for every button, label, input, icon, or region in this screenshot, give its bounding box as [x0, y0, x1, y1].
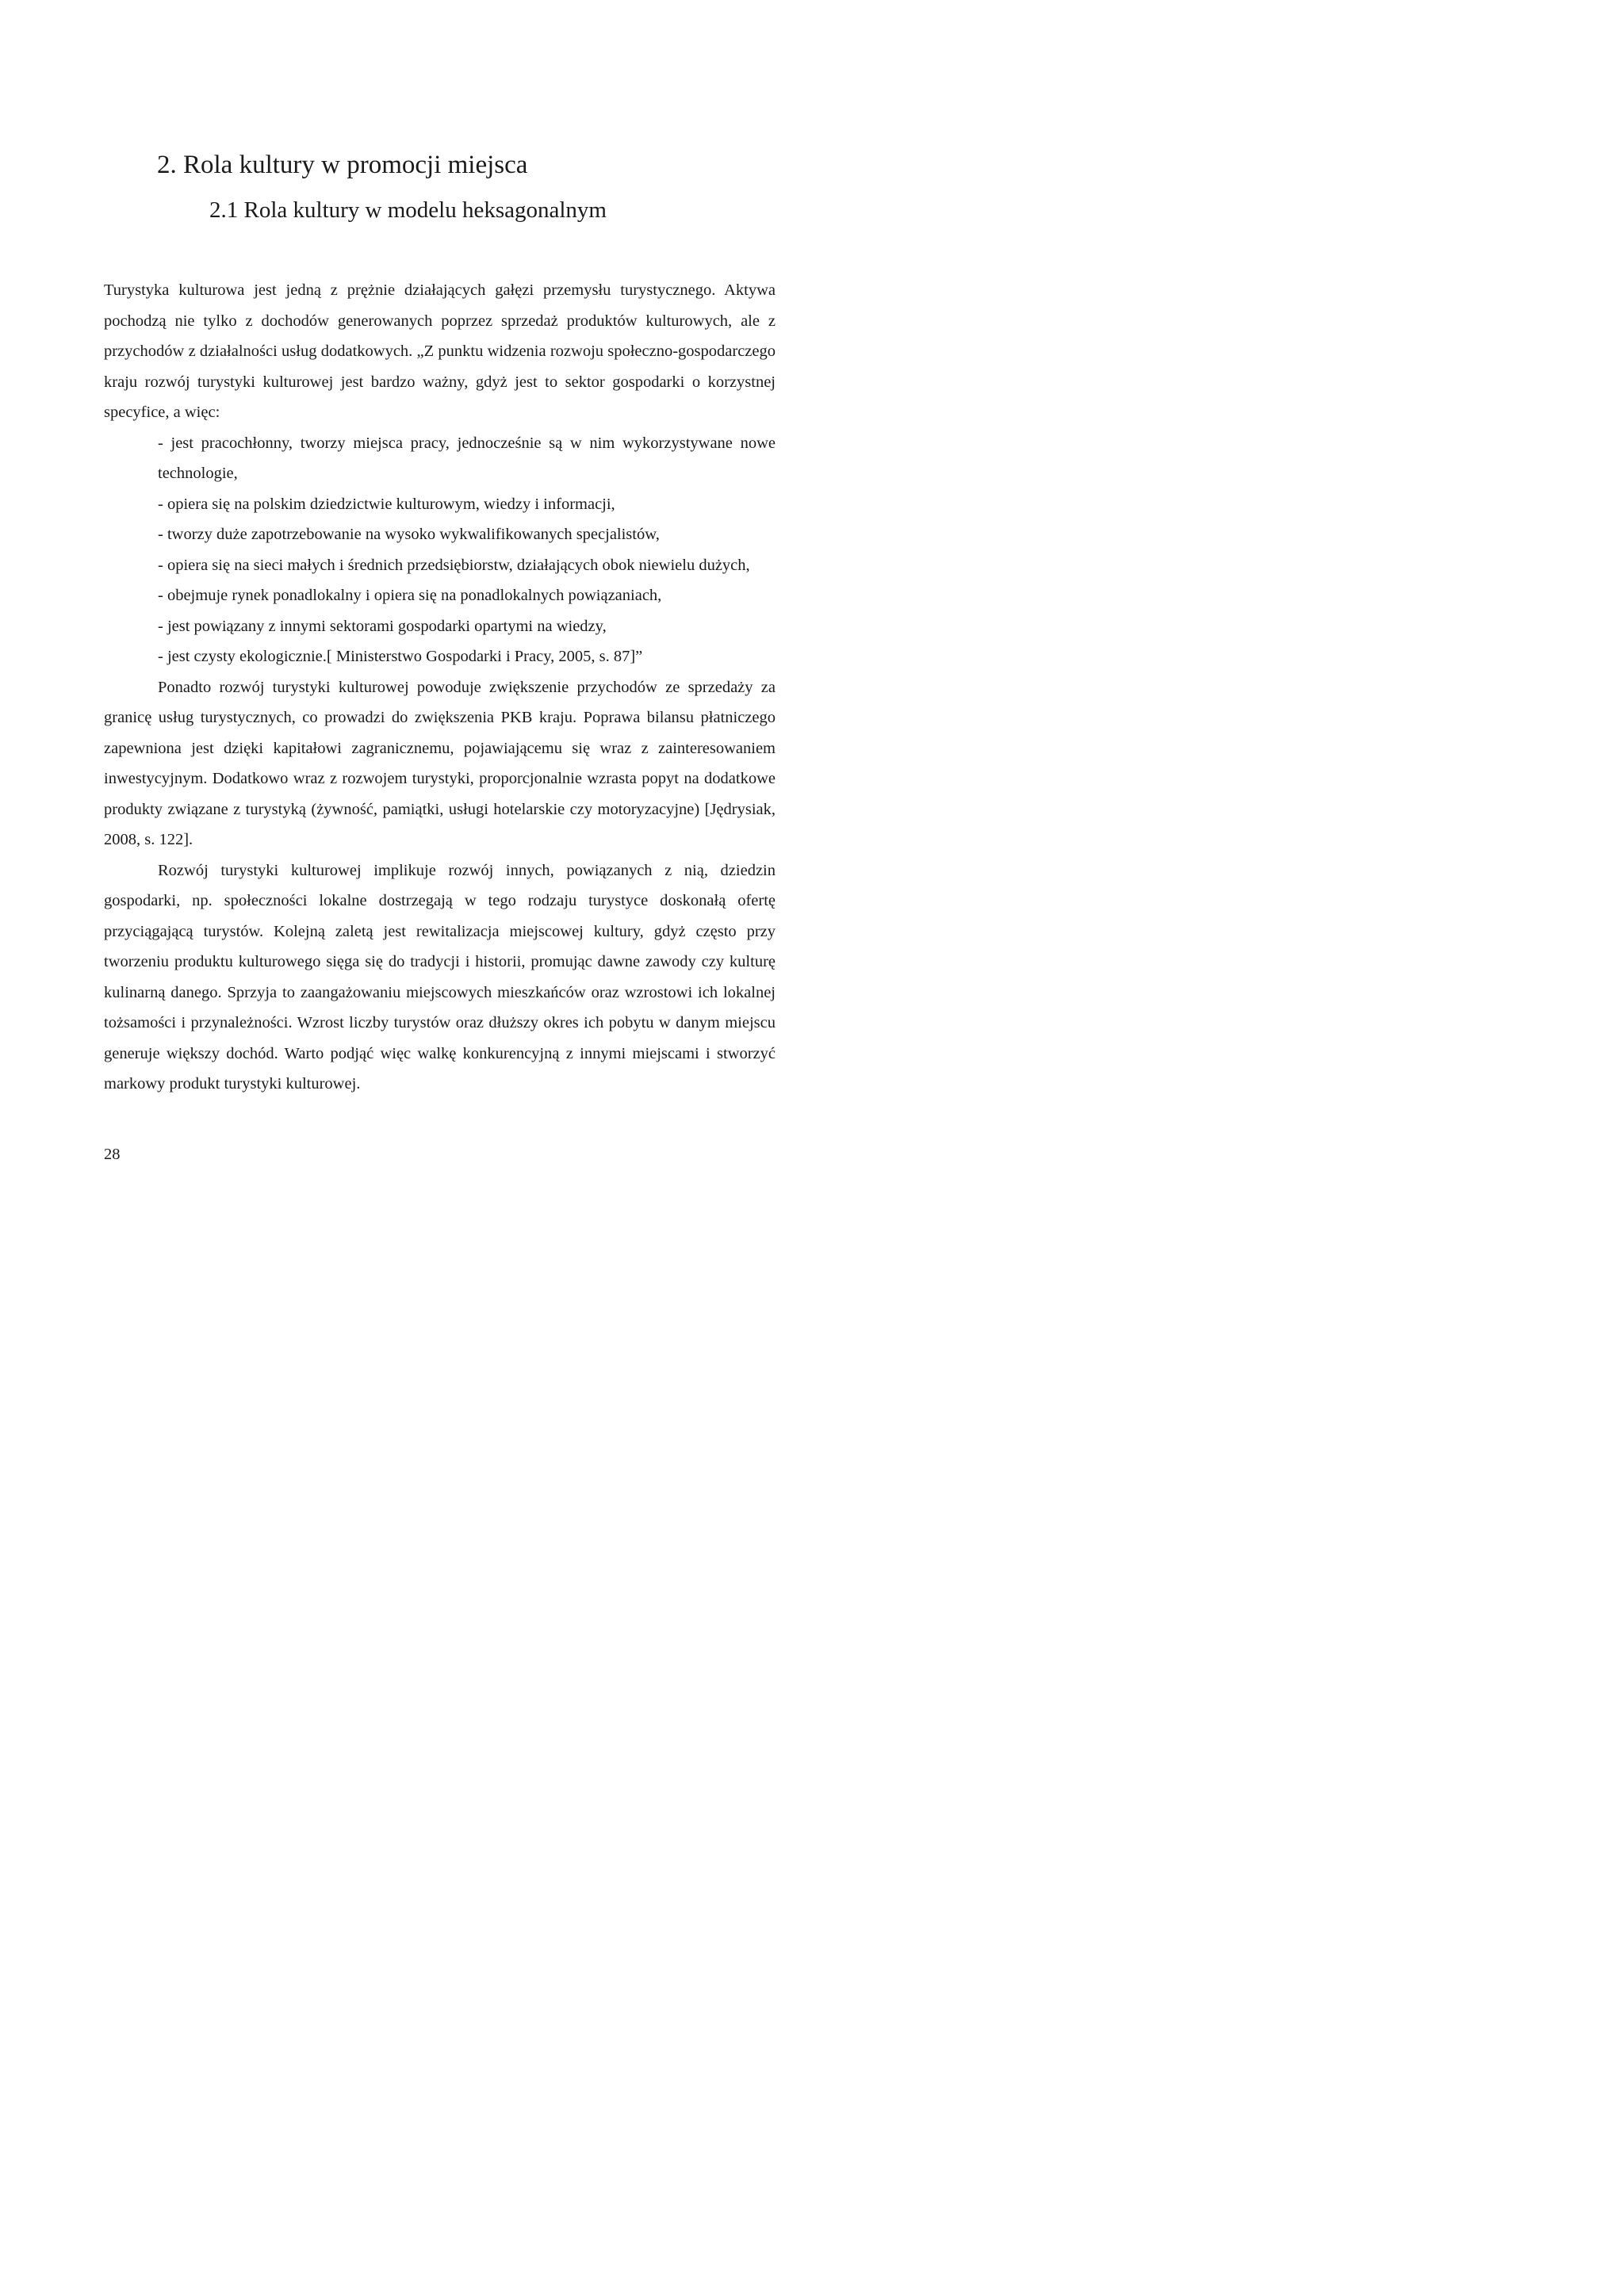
list-item: - jest powiązany z innymi sektorami gospodarki opartymi na wiedzy, [158, 617, 607, 635]
document-page [0, 0, 872, 1234]
list-item: - opiera się na sieci małych i średnich przedsiębiorstw, działających obok niewielu dużych, [158, 556, 750, 574]
body-text [104, 275, 776, 1100]
page-number: 28 [104, 1146, 121, 1163]
list-item: - jest czysty ekologicznie.[ Ministerstwo Gospodarki i Pracy, 2005, s. 87]” [158, 648, 643, 665]
list-item: - jest pracochłonny, tworzy miejsca pracy, jednocześnie są w nim wykorzystywane nowe technologie, [158, 434, 776, 482]
list-item: - obejmuje rynek ponadlokalny i opiera się na ponadlokalnych powiązaniach, [158, 587, 662, 604]
list-item: - tworzy duże zapotrzebowanie na wysoko wykwalifikowanych specjalistów, [158, 526, 660, 543]
list-item: - opiera się na polskim dziedzictwie kulturowym, wiedzy i informacji, [158, 495, 615, 513]
chapter-heading: 2. Rola kultury w promocji miejsca [157, 151, 528, 179]
paragraph-intro: Turystyka kulturowa jest jedną z prężnie działających gałęzi przemysłu turystycznego. Aktywa pochodzą nie tylko z dochodów generowanych poprzez sprzedaż produktów kulturowych, ale z przychodów z działalności usług dodatkowych. „Z punktu widzenia rozwoju społeczno-gospodarczego kraju rozwój turystyki kulturowej jest bardzo ważny, gdyż jest to sektor gospodarki o korzystnej specyfice, a więc: [104, 281, 776, 421]
paragraph-regional-development: Rozwój turystyki kulturowej implikuje rozwój innych, powiązanych z nią, dziedzin gospodarki, np. społeczności lokalne dostrzegają w tego rodzaju turystyce doskonałą ofertę przyciągającą turystów. Kolejną zaletą jest rewitalizacja miejscowej kultury, gdyż często przy tworzeniu produktu kulturowego sięga się do tradycji i historii, promując dawne zawody czy kulturę kulinarną danego. Sprzyja to zaangażowaniu miejscowych mieszkańców oraz wzrostowi ich lokalnej tożsamości i przynależności. Wzrost liczby turystów oraz dłuższy okres ich pobytu w danym miejscu generuje większy dochód. Warto podjąć więc walkę konkurencyjną z innymi miejscami i stworzyć markowy produkt turystyki kulturowej. [104, 861, 776, 1093]
paragraph-economic-benefits: Ponadto rozwój turystyki kulturowej powoduje zwiększenie przychodów ze sprzedaży za granicę usług turystycznych, co prowadzi do zwiększenia PKB kraju. Poprawa bilansu płatniczego zapewniona jest dzięki kapitałowi zagranicznemu, pojawiającemu się wraz z zainteresowaniem inwestycyjnym. Dodatkowo wraz z rozwojem turystyki, proporcjonalnie wzrasta popyt na dodatkowe produkty związane z turystyką (żywność, pamiątki, usługi hotelarskie czy motoryzacyjne) [Jędrysiak, 2008, s. 122]. [104, 678, 776, 848]
section-heading: 2.1 Rola kultury w modelu heksagonalnym [209, 197, 607, 223]
feature-list [104, 428, 776, 672]
